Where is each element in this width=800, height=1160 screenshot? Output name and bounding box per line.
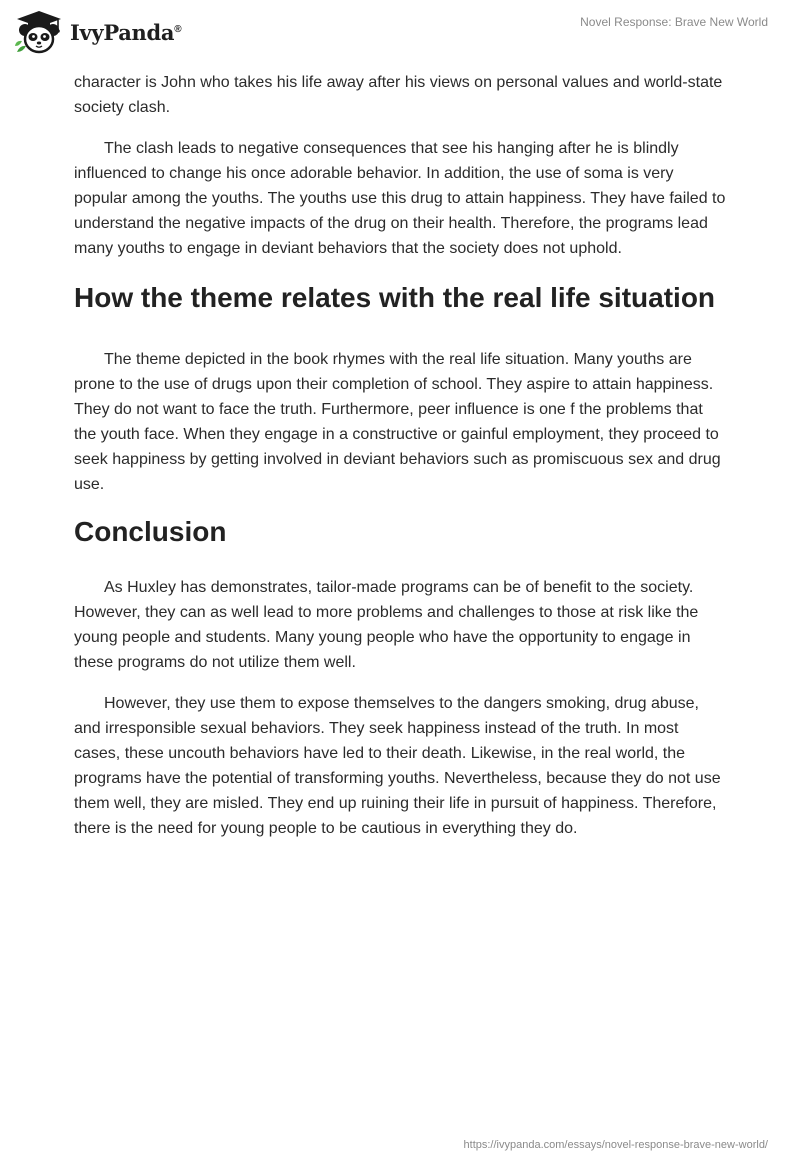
brand-logo[interactable] — [14, 8, 181, 56]
paragraph: character is John who takes his life away after his views on personal values and world-state society clash. — [74, 74, 723, 116]
paragraph: The theme depicted in the book rhymes with the real life situation. Many youths are prone to the use of drugs upon their completion of school. They aspire to attain happiness. They do not want to face the truth. Furthermore, peer influence is one f the problems that the youth face. When they engage in a constructive or gainful employment, they proceed to seek happiness by getting involved in deviant behaviors such as promiscuous sex and drug use. — [74, 351, 721, 493]
section-heading-theme: How the theme relates with the real life situation — [74, 282, 716, 313]
document-title: Novel Response: Brave New World — [580, 15, 768, 29]
paragraph: The clash leads to negative consequences that see his hanging after he is blindly influenced to change his once adorable behavior. In addition, the use of soma is very popular among the youths. The youths use this drug to attain happiness. They have failed to understand the negative impacts of the drug on their health. Therefore, the programs lead many youths to engage in deviant behaviors that the society does not uphold. — [74, 140, 726, 257]
page-header — [0, 0, 800, 66]
brand-name: IvyPanda® — [70, 19, 182, 45]
paragraph: However, they use them to expose themselves to the dangers smoking, drug abuse, and irresponsible sexual behaviors. They seek happiness instead of the truth. In most cases, these uncouth behaviors have led to their death. Likewise, in the real world, the programs have the potential of transforming youths. Nevertheless, because they do not use them well, they are misled. They end up ruining their life in pursuit of happiness. Therefore, there is the need for young people to be cautious in everything they do. — [74, 695, 721, 837]
source-url[interactable]: https://ivypanda.com/essays/novel-response-brave-new-world/ — [463, 1139, 768, 1151]
essay-content — [74, 70, 726, 857]
section-heading-conclusion: Conclusion — [74, 516, 227, 547]
panda-graduate-icon — [14, 8, 64, 56]
paragraph: As Huxley has demonstrates, tailor-made programs can be of benefit to the society. However, they can as well lead to more problems and challenges to those at risk like the young people and students. Many young people who have the opportunity to engage in these programs do not utilize them well. — [74, 579, 699, 671]
